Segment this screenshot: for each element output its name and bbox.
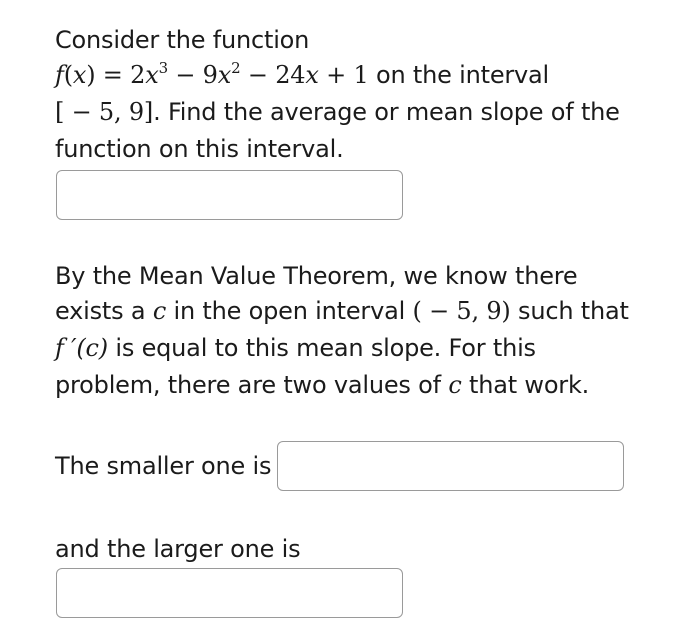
- function-expression: $f(x) = 2x^3 - 9x^2 - 24x + 1$: [55, 59, 369, 89]
- larger-label-text: and the larger one is: [55, 535, 301, 563]
- mvt-line-2: [55, 293, 629, 330]
- mvt-text-2a: exists a: [55, 297, 146, 325]
- mvt-text-2b: in the open interval: [173, 297, 406, 325]
- mvt-text-3: is equal to this mean slope. For this: [115, 334, 536, 362]
- interval: [ − 5, 9]: [55, 98, 154, 126]
- larger-label: [55, 531, 300, 568]
- interval-label: on the interval: [375, 61, 550, 89]
- intro-text: Consider the function: [55, 26, 310, 54]
- prompt-cont-text: function on this interval.: [55, 135, 344, 163]
- interval-line: [55, 94, 620, 131]
- open-interval: ( − 5, 9): [412, 297, 511, 325]
- var-c-2: c: [448, 371, 462, 399]
- prompt-continued: [55, 131, 344, 168]
- mean-slope-input[interactable]: [57, 171, 402, 219]
- var-c: c: [152, 297, 167, 325]
- mvt-text-2c: such that: [518, 297, 629, 325]
- mvt-line-4: [55, 367, 589, 404]
- larger-c-input[interactable]: [57, 569, 402, 617]
- question-intro: [55, 22, 309, 59]
- mean-slope-answer-box[interactable]: [56, 170, 403, 220]
- smaller-c-input[interactable]: [278, 442, 623, 490]
- mvt-text-4b: that work.: [469, 371, 590, 399]
- mvt-text-4a: problem, there are two values of: [55, 371, 441, 399]
- function-line: [55, 57, 549, 94]
- prompt-text: . Find the average or mean slope of the: [153, 98, 620, 126]
- mvt-text-1: By the Mean Value Theorem, we know there: [55, 262, 578, 290]
- larger-c-answer-box[interactable]: [56, 568, 403, 618]
- smaller-label-text: The smaller one is: [55, 452, 272, 480]
- mvt-line-3: [55, 330, 536, 367]
- smaller-c-answer-box[interactable]: [277, 441, 624, 491]
- smaller-label: [55, 448, 271, 485]
- mvt-line-1: [55, 258, 578, 295]
- f-prime-c: f ′(c): [55, 334, 108, 362]
